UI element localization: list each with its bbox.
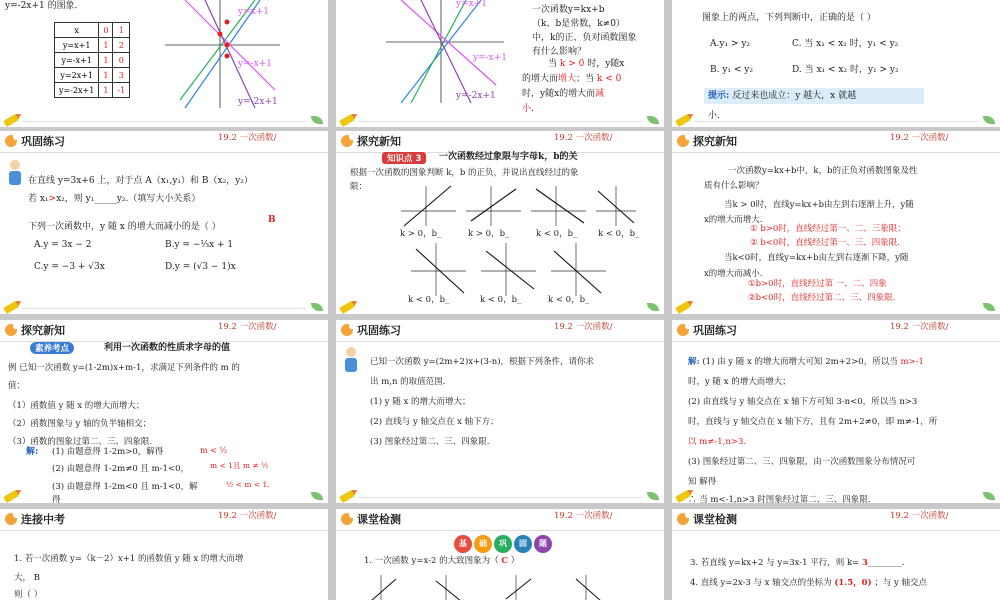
slide-10[interactable]: [0, 509, 328, 600]
bullet-icon: [677, 135, 689, 147]
value-table: [54, 22, 130, 98]
rule-text: ① b>0时，直线经过第一、二、三象限；: [750, 224, 906, 234]
student-icon: [6, 159, 24, 187]
example-text: 例 已知一次函数 y=(1-2m)x+m-1，求满足下列条件的 m 的: [8, 363, 240, 373]
slide-title: 探究新知: [693, 135, 737, 148]
slide-heading: 利用一次函数的性质求字母的值: [104, 343, 231, 353]
footer-line: [358, 121, 642, 122]
table-cell: 1: [99, 68, 113, 83]
section-label: 19.2 一次函数/: [218, 511, 277, 521]
tag-chip: 巩: [494, 535, 512, 553]
header-line: [0, 530, 328, 531]
pencil-icon: [3, 114, 19, 127]
tip-text: 提示: 反过来也成立：y 越大，x 就越: [708, 91, 857, 101]
tag-chip: 题: [534, 535, 552, 553]
slide-12[interactable]: [672, 509, 1000, 600]
table-header-cell: 0: [99, 23, 113, 38]
table-cell: 1: [99, 38, 113, 53]
slide-1[interactable]: [0, 0, 328, 127]
bullet-icon: [677, 324, 689, 336]
leaf-icon: [983, 116, 995, 124]
tag-chip: 基: [454, 535, 472, 553]
option-a: A.y = 3x − 2: [34, 240, 92, 250]
slide-header: [672, 320, 1000, 342]
literacy-tag: 素养考点: [30, 342, 74, 354]
condition-text: (2) 直线与 y 轴交点在 x 轴下方；: [370, 417, 499, 427]
question-text: 在直线 y=3x+6 上，对于点 A（x₁,y₁）和 B（x₂，y₂）: [28, 176, 253, 186]
bullet-icon: [677, 513, 689, 525]
section-label: 19.2 一次函数/: [554, 322, 613, 332]
pencil-icon: [675, 301, 691, 314]
slide-text: 当k<0时，直线y=kx+b由左到右逐渐下降，y随: [724, 253, 909, 263]
solution-text: (2) 由直线与 y 轴交点在 x 轴下方可知 3-n<0，所以当 n>3: [688, 397, 918, 407]
slide-text: 时，y随x的增大而减: [522, 89, 605, 99]
blank-item: k < 0，b_: [480, 295, 522, 305]
slide-title: 连接中考: [21, 513, 65, 526]
slide-header: [0, 509, 328, 531]
slide-2[interactable]: [336, 0, 664, 127]
blank-item: k < 0，b_: [536, 229, 578, 239]
condition-text: （1）函数值 y 随 x 的增大而增大；: [8, 401, 145, 411]
option-a: A.y₁ > y₂: [710, 39, 751, 49]
table-cell: 2: [113, 38, 130, 53]
slide-7[interactable]: [0, 320, 328, 503]
slide-6[interactable]: [672, 131, 1000, 314]
question-text: 大， B: [14, 573, 40, 583]
slide-text: （k、b是常数，k≠0）: [532, 19, 625, 29]
footer-line: [22, 308, 306, 309]
solution-text: 时，y 随 x 的增大而增大；: [688, 377, 791, 387]
solution-text: (2) 由题意得 1-2m≠0 且 m-1<0，: [52, 464, 189, 474]
rule-text: ①b>0时，直线经过第 一、二、四象: [748, 279, 887, 289]
slide-header: [336, 509, 664, 531]
question-text: 1. 若一次函数 y=（k－2）x+1 的函数值 y 随 x 的增大而增: [14, 554, 244, 564]
answer-text: m < ½: [200, 446, 228, 455]
question-text: 则（ ）: [14, 590, 43, 600]
pencil-icon: [3, 301, 19, 314]
option-c: C.y = −3 + √3x: [34, 262, 105, 272]
slide-9[interactable]: [672, 320, 1000, 503]
blank-item: k < 0，b_: [598, 229, 640, 239]
graph-label: y=-2x+1: [238, 97, 278, 107]
solution-text: 时，直线与 y 轴交点在 x 轴下方，且有 2m+2≠0，即 m≠-1，所: [688, 417, 938, 427]
slide-title: 巩固练习: [357, 324, 401, 337]
tag-chip: 固: [514, 535, 532, 553]
leaf-icon: [311, 303, 323, 311]
pencil-icon: [339, 114, 355, 127]
slide-text: y=-2x+1 的图象.: [5, 1, 78, 11]
solution-text: 以 m≠-1,n>3.: [688, 437, 747, 447]
slide-title: 课堂检测: [693, 513, 737, 526]
slide-text: 当 k > 0 时，y随x: [548, 59, 625, 69]
question-text: 3. 若直线 y=kx+2 与 y=3x-1 平行，则 k= 3________.: [690, 558, 905, 568]
example-text: 值：: [8, 381, 26, 391]
table-header-cell: x: [55, 23, 99, 38]
rule-text: ② b<0时，直线经过第一、三、四象限.: [750, 238, 900, 248]
leaf-icon: [983, 492, 995, 500]
slide-text: 有什么影响？: [532, 47, 587, 57]
section-label: 19.2 一次函数/: [554, 133, 613, 143]
condition-text: (1) y 随 x 的增大而增大；: [370, 397, 471, 407]
slide-header: [0, 131, 328, 153]
condition-text: （2）函数图象与 y 轴的负半轴相交；: [8, 419, 152, 429]
graph-label: y=-x+1: [473, 53, 508, 63]
slide-text: 中，k的正、负对函数图象: [532, 33, 637, 43]
condition-text: (3) 图象经过第二、三、四象限.: [370, 437, 490, 447]
header-line: [672, 530, 1000, 531]
footer-line: [358, 497, 642, 498]
graph-label: y=x+1: [238, 7, 269, 17]
pencil-icon: [3, 490, 19, 503]
slide-text: 当k > 0时，直线y=kx+b由左到右逐渐上升，y随: [724, 200, 914, 210]
pencil-icon: [339, 301, 355, 314]
bullet-icon: [5, 513, 17, 525]
table-cell: y=x+1: [55, 38, 99, 53]
bullet-icon: [5, 135, 17, 147]
table-header-cell: 1: [113, 23, 130, 38]
question-text: 4. 直线 y=2x-3 与 x 轴交点的坐标为 (1.5，0) ；与 y 轴交点: [690, 578, 928, 588]
slide-title: 探究新知: [21, 324, 65, 337]
section-label: 19.2 一次函数/: [218, 133, 277, 143]
slide-text: 根据一次函数的图象判断 k，b 的正负，并说出直线经过的象: [350, 168, 579, 178]
option-d: D.y = (√3 − 1)x: [165, 262, 236, 272]
section-label: 19.2 一次函数/: [890, 511, 949, 521]
table-cell: y=-x+1: [55, 53, 99, 68]
slide-header: [336, 320, 664, 342]
condition-text: （3）函数的图象过第二、三、四象限.: [8, 437, 153, 447]
basic-tag-chips: [454, 531, 554, 553]
footer-line: [22, 121, 306, 122]
question-text: 若 x₁>x₂，则 y₁_____y₂.（填写大小关系）: [28, 194, 201, 204]
answer-label: B: [268, 215, 276, 225]
bullet-icon: [341, 324, 353, 336]
section-label: 19.2 一次函数/: [218, 322, 277, 332]
slide-3[interactable]: [672, 0, 1000, 127]
slide-text: 质有什么影响？: [704, 181, 764, 191]
table-cell: 0: [113, 53, 130, 68]
slide-text: x的增大而增大.: [704, 215, 763, 225]
footer-line: [694, 121, 978, 122]
slide-header: [672, 509, 1000, 531]
blank-item: k < 0，b_: [408, 295, 450, 305]
table-cell: y=2x+1: [55, 68, 99, 83]
question-text: 已知一次函数 y=(2m+2)x+(3-n)，根据下列条件，请你求: [370, 357, 595, 367]
blank-item: k > 0，b_: [400, 229, 442, 239]
leaf-icon: [647, 116, 659, 124]
solution-text: (3) 图象经过第二、三、四象限，由一次函数图象分布情况可: [688, 457, 916, 467]
blank-item: k > 0，b_: [468, 229, 510, 239]
slide-text: 一次函数y=kx+b: [532, 5, 605, 15]
bullet-icon: [341, 135, 353, 147]
header-line: [0, 152, 328, 153]
table-cell: 3: [113, 68, 130, 83]
graph-label: y=-2x+1: [456, 91, 496, 101]
slide-8[interactable]: [336, 320, 664, 503]
header-line: [336, 341, 664, 342]
answer-text: m < 1且 m ≠ ½: [210, 461, 269, 470]
rule-text: ②b<0时，直线经过第二、三、四象限.: [748, 293, 896, 303]
slide-4[interactable]: [0, 131, 328, 314]
slide-heading: 一次函数经过象限与字母k，b的关: [439, 152, 578, 162]
option-b: B. y₁ < y₂: [710, 65, 753, 75]
solution-label: 解:: [26, 447, 39, 457]
solution-text: ∴ 当 m<-1,n>3 时图象经过第二、三、四象限.: [688, 495, 871, 503]
mini-graphs: [396, 181, 636, 306]
table-cell: y=-2x+1: [55, 83, 99, 98]
question-text: 出 m,n 的取值范围.: [370, 377, 446, 387]
slide-text: 限：: [350, 182, 368, 192]
option-c: C. 当 x₁ < x₂ 时，y₁ < y₂: [792, 39, 899, 49]
solution-text: 得: [52, 495, 61, 503]
solution-text: 解: (1) 由 y 随 x 的增大而增大可知 2m+2>0，所以当 m>-1: [688, 357, 924, 367]
table-cell: 1: [99, 53, 113, 68]
slide-text: x的增大而减小.: [704, 269, 763, 279]
pencil-icon: [675, 114, 691, 127]
slide-11[interactable]: [336, 509, 664, 600]
slide-header: [0, 320, 328, 342]
question-text: 下列一次函数中，y 随 x 的增大而减小的是（ ）: [28, 222, 221, 232]
slide-title: 探究新知: [357, 135, 401, 148]
leaf-icon: [311, 116, 323, 124]
student-icon: [342, 346, 360, 374]
tag-chip: 础: [474, 535, 492, 553]
pencil-icon: [339, 490, 355, 503]
slide-5[interactable]: [336, 131, 664, 314]
slide-header: [336, 131, 664, 153]
answer-text: ½ < m < 1.: [226, 480, 270, 489]
slide-text: 小.: [522, 104, 534, 114]
header-line: [672, 152, 1000, 153]
section-label: 19.2 一次函数/: [890, 322, 949, 332]
solution-text: (1) 由题意得 1-2m>0，解得: [52, 447, 164, 457]
leaf-icon: [311, 492, 323, 500]
option-d: D. 当 x₁ < x₂ 时，y₁ > y₂: [792, 65, 899, 75]
option-b: B.y = −⅓x + 1: [165, 240, 234, 250]
header-line: [672, 341, 1000, 342]
blank-item: k < 0，b_: [548, 295, 590, 305]
leaf-icon: [647, 303, 659, 311]
solution-text: 知 解得: [688, 477, 717, 487]
slide-title: 巩固练习: [693, 324, 737, 337]
table-cell: 1: [99, 83, 113, 98]
bullet-icon: [5, 324, 17, 336]
slide-text: 一次函数y=kx+b中，k，b的正负对函数图象及性: [728, 166, 918, 176]
leaf-icon: [647, 492, 659, 500]
question-text: 1. 一次函数 y=x-2 的大致图象为（ C ）: [364, 556, 520, 566]
section-label: 19.2 一次函数/: [890, 133, 949, 143]
slide-title: 巩固练习: [21, 135, 65, 148]
answer-graphs: [366, 571, 626, 600]
slide-header: [672, 131, 1000, 153]
slide-text: 图象上的两点，下列判断中，正确的是（ ）: [702, 13, 876, 23]
slide-text: 的增大而增大；当 k < 0: [522, 74, 622, 84]
leaf-icon: [983, 303, 995, 311]
graph-label: y=-x+1: [238, 59, 273, 69]
slide-title: 课堂检测: [357, 513, 401, 526]
tip-text: 小.: [708, 111, 720, 121]
table-cell: -1: [113, 83, 130, 98]
bullet-icon: [341, 513, 353, 525]
solution-text: (3) 由题意得 1-2m<0 且 m-1<0，解: [52, 482, 198, 492]
graph-label: y=x+1: [456, 0, 487, 9]
knowledge-tag: 知识点 3: [382, 152, 426, 164]
section-label: 19.2 一次函数/: [554, 511, 613, 521]
